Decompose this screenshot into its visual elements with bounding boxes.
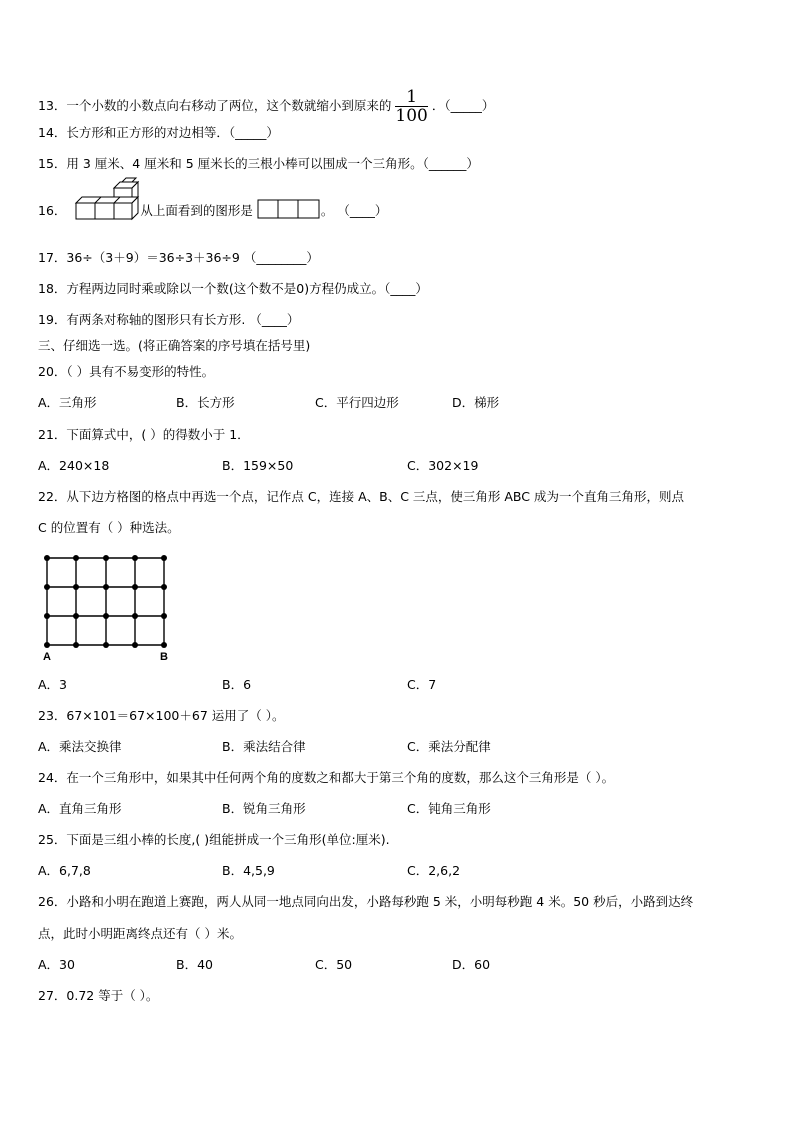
q24-option-c: C．钝角三角形 bbox=[407, 801, 491, 816]
q23-option-b: B．乘法结合律 bbox=[222, 739, 306, 754]
q21-option-a: A．240×18 bbox=[38, 458, 110, 473]
question-26-line-2: 点，此时小明距离终点还有（ ）米。 bbox=[38, 926, 242, 941]
q20-option-d: D．梯形 bbox=[452, 395, 500, 410]
cube-stack-figure bbox=[70, 175, 140, 221]
q25-option-c: C．2,6,2 bbox=[407, 863, 461, 878]
fraction-denominator: 100 bbox=[395, 106, 428, 126]
question-16-text: 从上面看到的图形是 bbox=[140, 203, 253, 218]
q22-option-c: C．7 bbox=[407, 677, 437, 692]
q22-option-b: B．6 bbox=[222, 677, 252, 692]
q23-option-a: A．乘法交换律 bbox=[38, 739, 122, 754]
top-view-figure bbox=[257, 199, 321, 219]
question-16-number: 16． bbox=[38, 203, 67, 218]
question-25: 25．下面是三组小棒的长度,( )组能拼成一个三角形(单位:厘米). bbox=[38, 832, 390, 847]
question-23: 23．67×101＝67×100＋67 运用了（ ）。 bbox=[38, 708, 285, 723]
q21-option-b: B．159×50 bbox=[222, 458, 294, 473]
q21-option-c: C．302×19 bbox=[407, 458, 479, 473]
question-27: 27．0.72 等于（ ）。 bbox=[38, 988, 159, 1003]
question-15: 15．用 3 厘米、4 厘米和 5 厘米长的三根小棒可以围成一个三角形。（______） bbox=[38, 156, 479, 171]
section-heading-3: 三、仔细选一选。(将正确答案的序号填在括号里) bbox=[38, 338, 311, 353]
question-19: 19．有两条对称轴的图形只有长方形. （____） bbox=[38, 312, 300, 327]
question-13-text: 13．一个小数的小数点向右移动了两位，这个数就缩小到原来的 bbox=[38, 98, 392, 113]
q23-option-c: C．乘法分配律 bbox=[407, 739, 491, 754]
q26-option-a: A．30 bbox=[38, 957, 75, 972]
dot-grid-figure bbox=[38, 550, 178, 662]
question-17: 17．36÷（3＋9）＝36÷3＋36÷9 （________） bbox=[38, 250, 319, 265]
question-13 bbox=[38, 88, 494, 125]
point-a-label: A bbox=[43, 651, 51, 662]
question-18: 18．方程两边同时乘或除以一个数(这个数不是0)方程仍成立。（____） bbox=[38, 281, 428, 296]
question-22-line-2: C 的位置有（ ）种选法。 bbox=[38, 520, 180, 535]
question-22-line-1: 22．从下边方格图的格点中再选一个点，记作点 C，连接 A、B、C 三点，使三角形 ABC 成为一个直角三角形，则点 bbox=[38, 489, 684, 504]
fraction-numerator: 1 bbox=[395, 88, 427, 107]
question-14: 14．长方形和正方形的对边相等．（_____） bbox=[38, 125, 279, 140]
question-20: 20．（ ）具有不易变形的特性。 bbox=[38, 364, 215, 379]
question-16 bbox=[38, 202, 387, 221]
q25-option-a: A．6,7,8 bbox=[38, 863, 91, 878]
question-16-blank: 。 （____） bbox=[320, 203, 388, 218]
q20-option-b: B．长方形 bbox=[176, 395, 235, 410]
point-b-label: B bbox=[160, 651, 168, 662]
question-26-line-1: 26．小路和小明在跑道上赛跑，两人从同一地点同向出发，小路每秒跑 5 米，小明每秒跑 4 米。50 秒后，小路到达终 bbox=[38, 894, 694, 909]
q26-option-c: C．50 bbox=[315, 957, 353, 972]
question-21: 21．下面算式中，( ）的得数小于 1． bbox=[38, 427, 250, 442]
q20-option-c: C．平行四边形 bbox=[315, 395, 399, 410]
question-24: 24．在一个三角形中，如果其中任何两个角的度数之和都大于第三个角的度数，那么这个三角形是（ ）。 bbox=[38, 770, 615, 785]
q25-option-b: B．4,5,9 bbox=[222, 863, 275, 878]
q22-option-a: A．3 bbox=[38, 677, 68, 692]
q20-option-a: A．三角形 bbox=[38, 395, 97, 410]
q24-option-b: B．锐角三角形 bbox=[222, 801, 306, 816]
q26-option-b: B．40 bbox=[176, 957, 213, 972]
fraction-one-hundredth bbox=[395, 88, 427, 125]
q24-option-a: A．直角三角形 bbox=[38, 801, 122, 816]
q26-option-d: D．60 bbox=[452, 957, 491, 972]
question-13-blank: ．（_____） bbox=[431, 98, 495, 113]
